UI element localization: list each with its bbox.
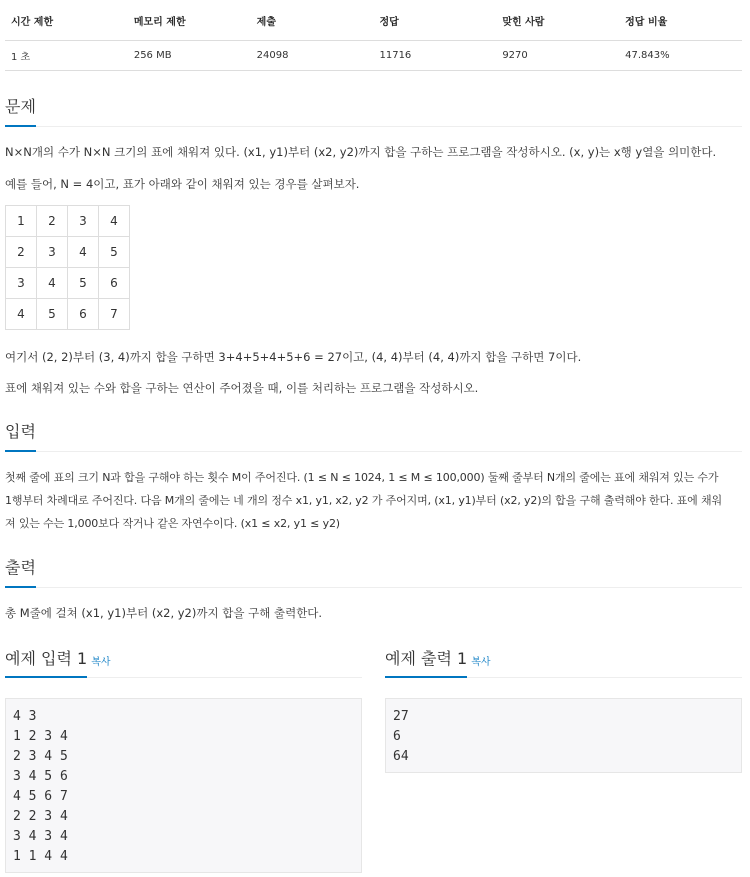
problem-section-header: [5, 94, 742, 127]
code-line: 3 4 3 4: [13, 829, 68, 844]
problem-description-4: 표에 채워져 있는 수와 합을 구하는 연산이 주어졌을 때, 이를 처리하는 프로그램을 작성하시오.: [5, 381, 479, 395]
accepted-header: 정답: [373, 0, 496, 41]
input-description-line3: 져 있는 수는 1,000보다 작거나 같은 자연수이다. (x1 ≤ x2, y1 ≤ y2): [5, 517, 340, 530]
grid-cell: 3: [68, 206, 99, 237]
problem-description-2: 예를 들어, N = 4이고, 표가 아래와 같이 채워져 있는 경우를 살펴보자.: [5, 177, 360, 191]
memory-limit-value: 256 MB: [128, 41, 251, 71]
grid-cell: 5: [68, 268, 99, 299]
sample-output-block: [385, 646, 742, 773]
time-limit-header: 시간 제한: [5, 0, 128, 41]
code-line: 2 3 4 5: [13, 749, 68, 764]
input-title: 입력: [5, 419, 36, 452]
info-value-row: [5, 41, 742, 71]
grid-cell: 4: [99, 206, 130, 237]
code-line: 27: [393, 709, 409, 724]
grid-cell: 2: [6, 237, 37, 268]
code-line: 4 5 6 7: [13, 789, 68, 804]
code-line: 3 4 5 6: [13, 769, 68, 784]
sample-input-title: 예제 입력 1: [5, 646, 87, 678]
code-line: 6: [393, 729, 401, 744]
ratio-value: 47.843%: [619, 41, 742, 71]
code-line: 1 2 3 4: [13, 729, 68, 744]
grid-row: [6, 237, 130, 268]
sample-input-copy-button[interactable]: 복사: [91, 657, 111, 668]
problem-page: [5, 0, 742, 864]
grid-cell: 2: [37, 206, 68, 237]
example-grid: [5, 205, 130, 330]
code-line: 4 3: [13, 709, 37, 724]
grid-cell: 5: [37, 299, 68, 330]
info-header-row: [5, 0, 742, 41]
sample-output-copy-button[interactable]: 복사: [471, 657, 491, 668]
grid-cell: 7: [99, 299, 130, 330]
memory-limit-header: 메모리 제한: [128, 0, 251, 41]
code-line: 2 2 3 4: [13, 809, 68, 824]
sample-output-title: 예제 출력 1: [385, 646, 467, 678]
grid-row: [6, 268, 130, 299]
grid-cell: 4: [68, 237, 99, 268]
grid-row: [6, 206, 130, 237]
grid-cell: 3: [37, 237, 68, 268]
solvers-header: 맞힌 사람: [496, 0, 619, 41]
sample-output-header: [385, 646, 742, 678]
problem-description-3: 여기서 (2, 2)부터 (3, 4)까지 합을 구하면 3+4+5+4+5+6 = 27이고, (4, 4)부터 (4, 4)까지 합을 구하면 7이다.: [5, 350, 582, 364]
output-title: 출력: [5, 555, 36, 588]
sample-input-block: [5, 646, 362, 873]
input-description-line1: 첫째 줄에 표의 크기 N과 합을 구해야 하는 횟수 M이 주어진다. (1 ≤ N ≤ 1024, 1 ≤ M ≤ 100,000) 둘째 줄부터 N개의 줄에는 표에 채워져 있는 수가: [5, 471, 719, 484]
grid-cell: 4: [37, 268, 68, 299]
problem-description-1: N×N개의 수가 N×N 크기의 표에 채워져 있다. (x1, y1)부터 (x2, y2)까지 합을 구하는 프로그램을 작성하시오. (x, y)는 x행 y열을 의미한다.: [5, 145, 717, 159]
submissions-header: 제출: [251, 0, 374, 41]
input-section-header: [5, 419, 742, 452]
output-description: 총 M줄에 걸쳐 (x1, y1)부터 (x2, y2)까지 합을 구해 출력한다.: [5, 606, 323, 620]
submissions-value: 24098: [251, 41, 374, 71]
grid-cell: 6: [99, 268, 130, 299]
accepted-value: 11716: [373, 41, 496, 71]
grid-cell: 4: [6, 299, 37, 330]
code-line: 64: [393, 749, 409, 764]
sample-input-code[interactable]: [5, 698, 362, 873]
time-limit-value: 1 초: [5, 41, 128, 71]
grid-cell: 6: [68, 299, 99, 330]
code-line: 1 1 4 4: [13, 849, 68, 864]
sample-output-code[interactable]: [385, 698, 742, 773]
grid-cell: 3: [6, 268, 37, 299]
problem-title: 문제: [5, 94, 36, 127]
grid-cell: 5: [99, 237, 130, 268]
problem-info-table: [5, 0, 742, 71]
sample-input-header: [5, 646, 362, 678]
solvers-value: 9270: [496, 41, 619, 71]
grid-cell: 1: [6, 206, 37, 237]
input-description-line2: 1행부터 차례대로 주어진다. 다음 M개의 줄에는 네 개의 정수 x1, y1, x2, y2 가 주어지며, (x1, y1)부터 (x2, y2)의 합을 구해 출력해야 한다. 표에 채워: [5, 494, 722, 507]
output-section-header: [5, 555, 742, 588]
grid-row: [6, 299, 130, 330]
ratio-header: 정답 비율: [619, 0, 742, 41]
